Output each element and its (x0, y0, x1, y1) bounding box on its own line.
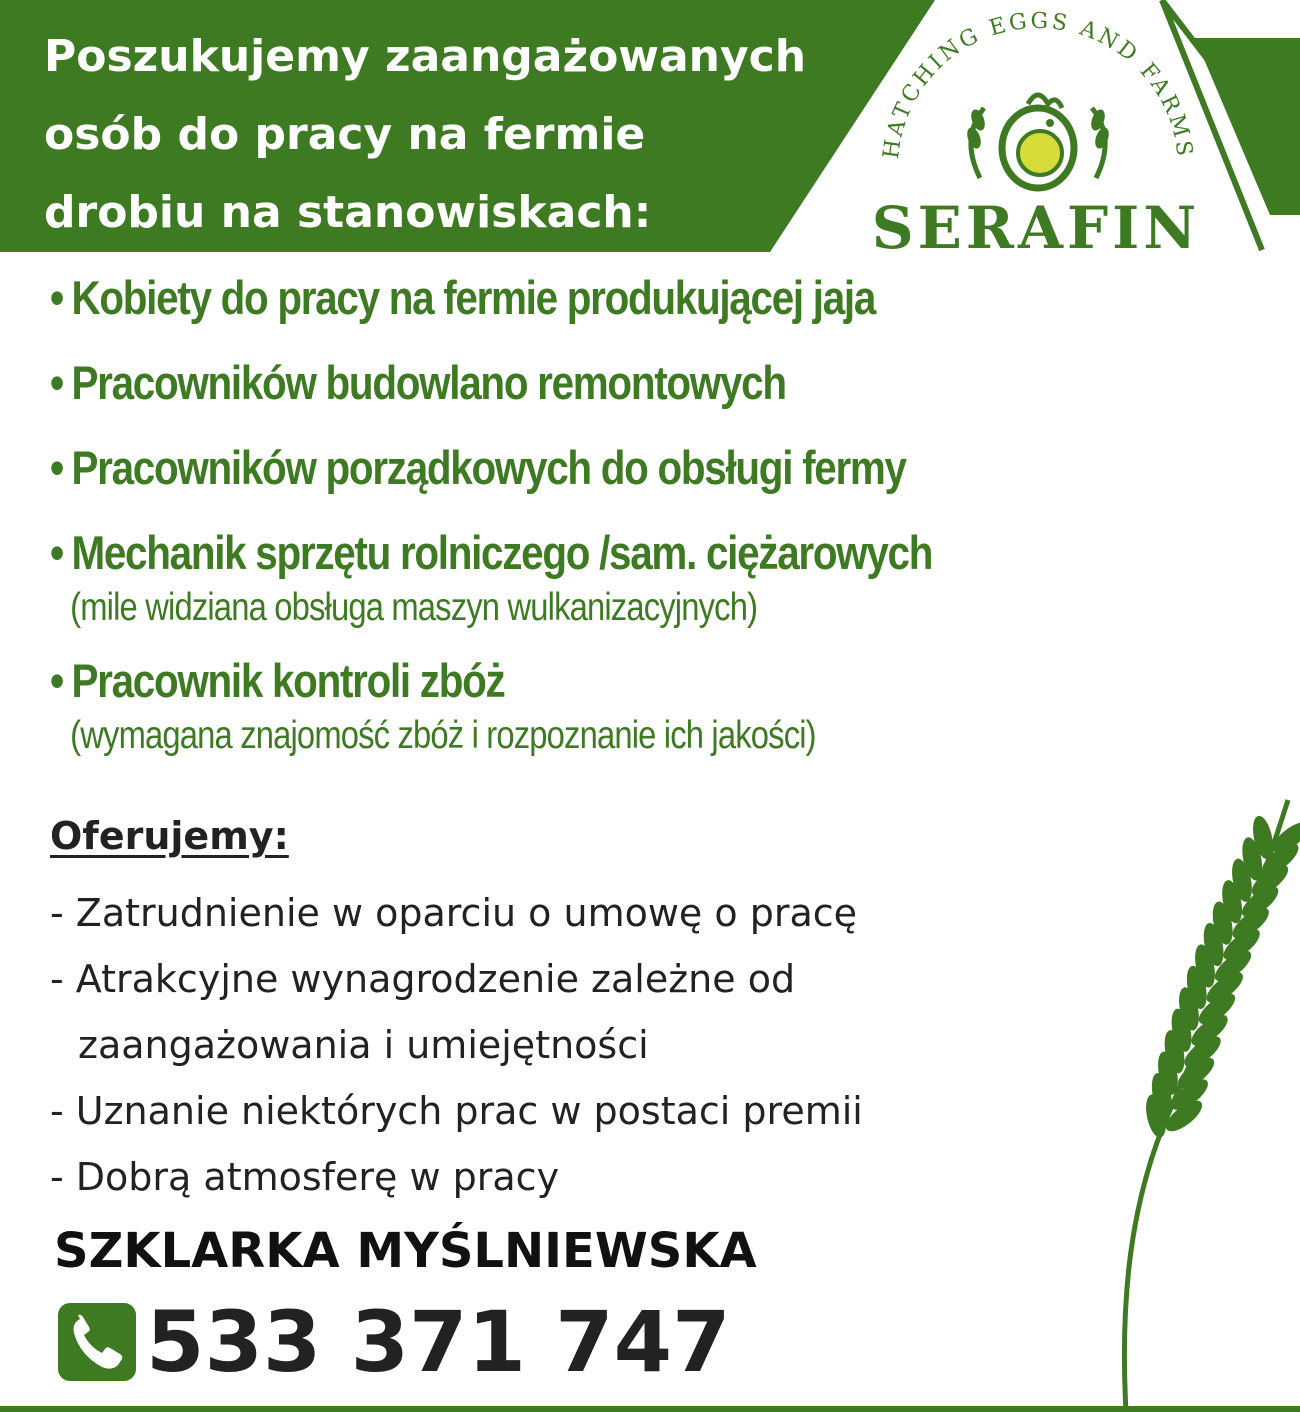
logo-arc-text: HATCHING EGGS AND FARMS (879, 8, 1197, 161)
position-note: (mile widziana obsługa maszyn wulkanizacyjnych) (70, 586, 758, 629)
position-title: Pracowników porządkowych do obsługi fermy (71, 441, 906, 494)
offer-item: - Zatrudnienie w oparciu o umowę o pracę (50, 891, 858, 935)
position-item (50, 268, 1099, 328)
header-title (44, 18, 806, 252)
phone-number[interactable]: 533 371 747 (146, 1293, 731, 1391)
position-item (50, 353, 1099, 413)
offer-item: - Uznanie niektórych prac w postaci premii (50, 1089, 863, 1133)
header-line: drobiu na stanowiskach: (44, 187, 652, 238)
offer-item: - Atrakcyjne wynagrodzenie zależne od (50, 957, 796, 1001)
phone-icon[interactable] (58, 1303, 136, 1381)
bullet: • (50, 356, 63, 409)
offer-item: zaangażowania i umiejętności (78, 1023, 649, 1067)
bullet: • (50, 271, 63, 324)
hen-egg-icon (965, 95, 1112, 188)
header-line: Poszukujemy zaangażowanych (44, 31, 807, 82)
offer-list (50, 880, 1050, 1210)
location: SZKLARKA MYŚLNIEWSKA (54, 1223, 757, 1279)
positions-list (50, 268, 1270, 761)
position-item (50, 523, 1099, 583)
bullet: • (50, 526, 63, 579)
header-line: osób do pracy na fermie (44, 109, 646, 160)
wheat-icon (1060, 780, 1300, 1412)
position-item (50, 438, 1099, 498)
position-title: Mechanik sprzętu rolniczego /sam. ciężarowych (71, 526, 933, 579)
logo-name: SERAFIN (871, 194, 1201, 258)
serafin-logo (860, 8, 1220, 258)
position-title: Pracownik kontroli zbóż (71, 654, 505, 707)
position-title: Pracowników budowlano remontowych (71, 356, 786, 409)
position-note: (wymagana znajomość zbóż i rozpoznanie ich jakości) (70, 714, 816, 757)
position-title: Kobiety do pracy na fermie produkującej jaja (71, 271, 876, 324)
bullet: • (50, 654, 63, 707)
bottom-border (0, 1406, 1300, 1412)
position-item (50, 651, 1099, 711)
bullet: • (50, 441, 63, 494)
offer-item: - Dobrą atmosferę w pracy (50, 1155, 560, 1199)
offer-title: Oferujemy: (50, 814, 289, 858)
